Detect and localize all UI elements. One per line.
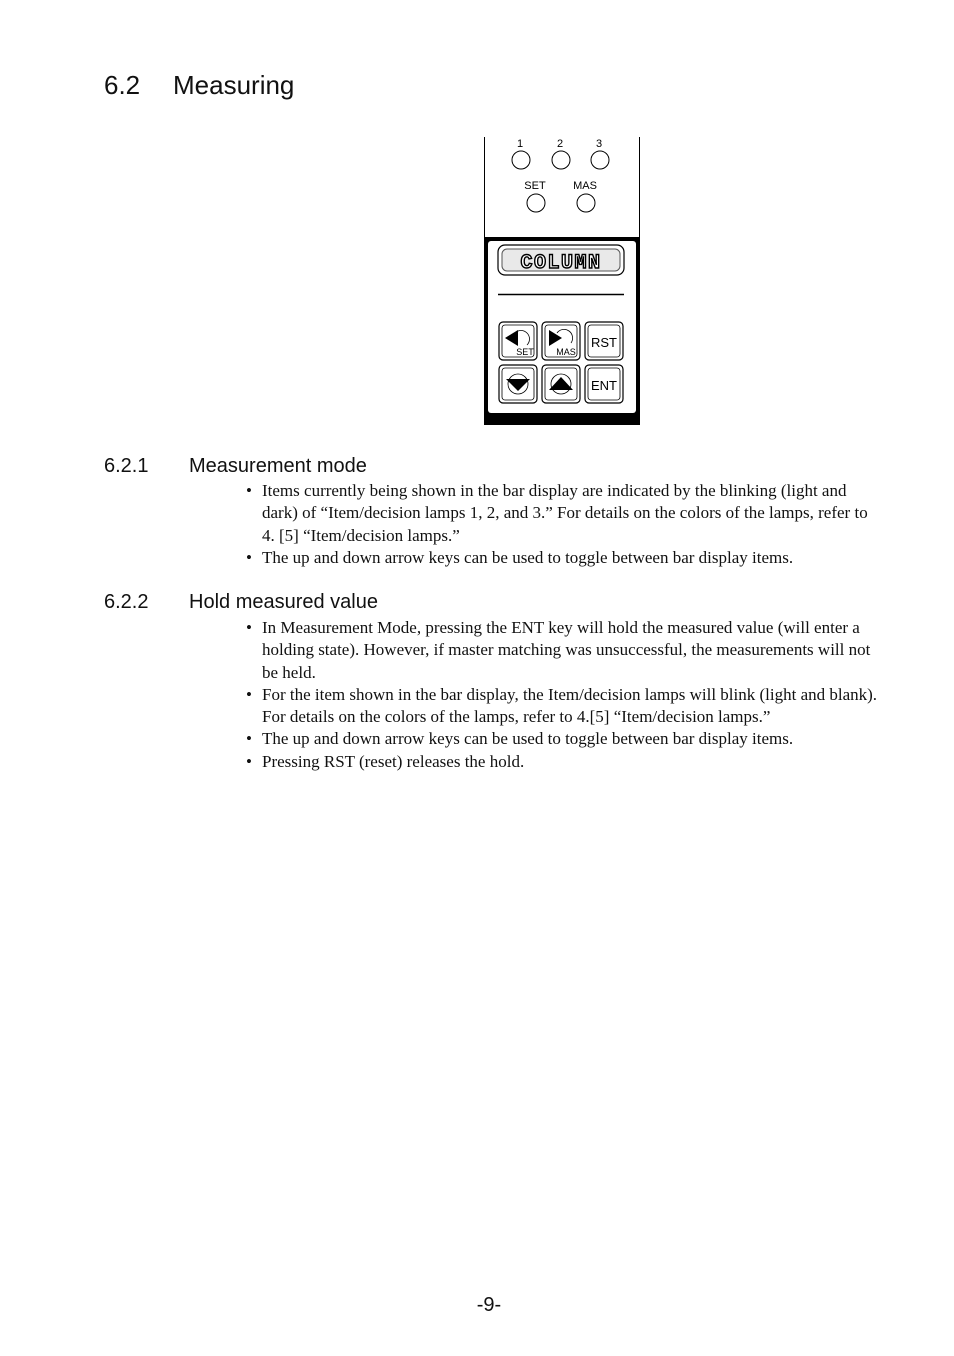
set-lamp <box>527 194 545 212</box>
mas-lamp <box>577 194 595 212</box>
lamp-1-label: 1 <box>516 138 524 150</box>
lamp-2 <box>552 151 570 169</box>
subsection-title: Measurement mode <box>189 455 367 477</box>
rst-key-label: RST <box>591 335 617 350</box>
lamp-3 <box>591 151 609 169</box>
bullet-item: • The up and down arrow keys can be used to toggle between bar display items. <box>244 728 884 750</box>
ent-key-label: ENT <box>591 378 617 393</box>
bullet-item: • The up and down arrow keys can be used to toggle between bar display items. <box>244 547 884 569</box>
section-number: 6.2 <box>104 70 141 100</box>
bullet-list <box>244 480 884 569</box>
set-key-label: SET <box>516 347 534 357</box>
up-key[interactable] <box>542 365 580 403</box>
mas-key-label: MAS <box>556 347 576 357</box>
mas-lamp-label: MAS <box>573 180 597 192</box>
subsection-title: Hold measured value <box>189 591 378 613</box>
left-set-key[interactable] <box>499 322 537 360</box>
down-key[interactable] <box>499 365 537 403</box>
subsection-number: 6.2.2 <box>104 591 149 613</box>
bar-display <box>498 245 624 275</box>
section-heading <box>104 70 294 101</box>
section-title: Measuring <box>173 70 295 100</box>
right-mas-key[interactable] <box>542 322 580 360</box>
rst-key[interactable] <box>585 322 623 360</box>
bullet-item: • Items currently being shown in the bar display are indicated by the blinking (light and dark) of “Item/decision lamps 1, 2, and 3.” For details on the colors of the lamps, refer to 4. [5] “Item/decision lamps.” <box>244 480 884 547</box>
lamp-2-label: 2 <box>556 138 564 150</box>
bullet-item: • Pressing RST (reset) releases the hold. <box>244 751 884 773</box>
ent-key[interactable] <box>585 365 623 403</box>
page-number: -9- <box>476 1294 502 1316</box>
bullet-item: • In Measurement Mode, pressing the ENT key will hold the measured value (will enter a holding state). However, if master matching was unsuccessful, the measurements will not be held. <box>244 617 884 684</box>
subsection-heading <box>104 455 367 478</box>
display-text: COLUMN <box>520 252 602 275</box>
set-lamp-label: SET <box>524 180 546 192</box>
bullet-list <box>244 617 884 773</box>
control-panel-illustration <box>483 137 641 425</box>
lamp-1 <box>512 151 530 169</box>
subsection-number: 6.2.1 <box>104 455 149 477</box>
subsection-heading <box>104 591 378 614</box>
bullet-item: • For the item shown in the bar display, the Item/decision lamps will blink (light and blank). For details on the colors of the lamps, refer to 4.[5] “Item/decision lamps.” <box>244 684 884 729</box>
lamp-3-label: 3 <box>595 138 603 150</box>
